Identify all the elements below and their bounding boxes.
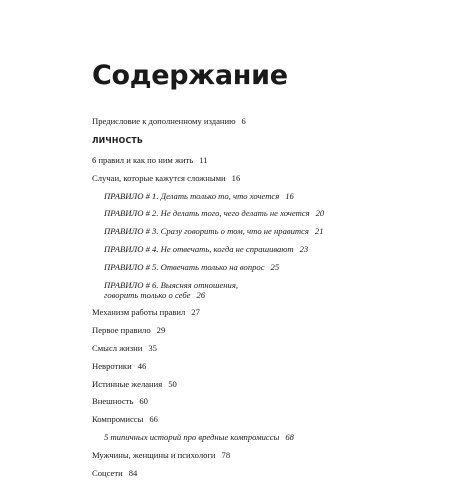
toc-subentry [92,208,412,218]
toc-subentry-title-line2 [104,290,412,300]
toc-entry-title: Компромиссы [92,414,144,425]
toc-entry-title: Соцсети [92,467,123,478]
toc-entry-page: 29 [156,325,166,336]
toc-entry [92,116,412,126]
toc-subentry-title: ПРАВИЛО # 5. Отвечать только на вопрос [104,261,265,272]
toc-subentry-page: 21 [314,226,324,237]
toc-entry [92,173,412,183]
toc-entry [92,325,412,335]
toc-entry-page: 6 [241,116,246,126]
toc-entry-title: Истинные желания [92,378,163,389]
toc-entry [92,307,412,317]
toc-subentry [92,432,412,442]
toc-subentry-title: ПРАВИЛО # 4. Не отвечать, когда не спрашивают [104,243,294,254]
toc-subentry-title: 5 типичных историй про вредные компромиссы [104,431,280,442]
toc-subentry [92,226,412,236]
page-title: Содержание [92,60,288,91]
toc-entry [92,450,412,460]
toc-entry-title: Первое правило [92,325,151,336]
toc-subentry-page: 25 [270,261,280,272]
toc-entry [92,379,412,389]
toc-entry-title: Мужчины, женщины и психологи [92,449,216,460]
toc-entry-title: 6 правил и как по ним жить [92,155,194,165]
toc-subentry-title: ПРАВИЛО # 2. Не делать того, чего делать не хочется [104,208,310,219]
toc-entry-page: 78 [221,449,231,460]
toc-subentry-page: 23 [299,243,309,254]
toc-entry-page: 50 [168,378,177,389]
toc-entry-title: Внешность [92,396,134,407]
toc-subentry [92,244,412,254]
toc-subentry [92,262,412,272]
toc-entry-page: 84 [128,467,138,478]
toc-entry-page: 35 [148,342,157,353]
toc-entry-title: Предисловие к дополненному изданию [92,116,236,126]
toc-entry-page: 46 [137,360,147,371]
toc-subentry [92,280,412,300]
toc-entry-title: Невротики [92,360,132,371]
toc-entry-page: 16 [231,172,241,183]
table-of-contents [92,116,412,485]
toc-section-heading: ЛИЧНОСТЬ [92,136,144,145]
toc-entry [92,396,412,406]
toc-entry-title: Случаи, которые кажутся сложными [92,172,226,183]
toc-entry [92,414,412,424]
toc-entry-title: Механизм работы правил [92,307,186,318]
toc-subentry-page: 26 [196,289,206,300]
toc-entry [92,155,412,165]
toc-subentry-page: 68 [285,431,294,442]
toc-subentry [92,191,412,201]
toc-subentry-page: 16 [285,190,294,201]
toc-subentry-title: ПРАВИЛО # 3. Сразу говорить о том, что не нравится [104,226,309,237]
toc-entry-page: 11 [199,155,208,165]
toc-subentry-title-line2-text: говорить только о себе [104,289,191,300]
toc-entry-page: 66 [149,414,158,425]
toc-subentry-title: ПРАВИЛО # 1. Делать только то, что хочется [104,190,280,201]
toc-entry-page: 27 [191,307,200,318]
toc-entry [92,468,412,478]
toc-subentry-title-line1: ПРАВИЛО # 6. Выясняя отношения, [104,279,238,290]
toc-entry [92,343,412,353]
toc-entry-page: 60 [139,396,148,407]
toc-entry-title: Смысл жизни [92,342,143,353]
toc-subentry-page: 20 [315,208,325,219]
toc-entry [92,361,412,371]
